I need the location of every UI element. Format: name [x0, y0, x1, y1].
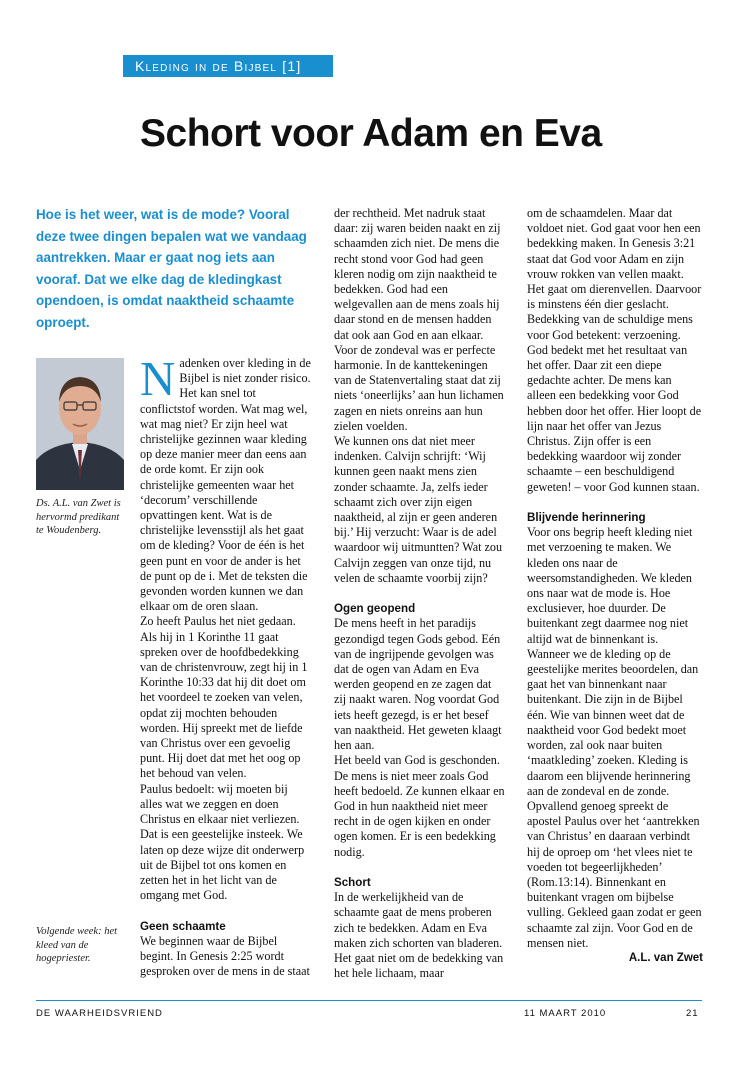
paragraph: om de schaamdelen. Maar dat voldoet niet. God gaat voor hen een bedekking maken. In Genesis 3:21 staat dat God voor Adam en zijn vrouw rokken van vellen maakt. Het gaat om dierenvellen. Daarvoor is minstens één dier geslacht. — [527, 206, 702, 312]
paragraph: De mens heeft in het paradijs gezondigd tegen Gods gebod. Eén van de ingrijpende gevolgen was dat de ogen van Adam en Eva werden geopend en ze zagen dat zij naakt waren. Nog voordat God iets heeft gezegd, is er het besef van naaktheid. Het geweten klaagt hen aan. — [334, 616, 502, 753]
author-signature: A.L. van Zwet — [628, 951, 703, 964]
author-photo — [36, 358, 124, 490]
paragraph: In de werkelijkheid van de schaamte gaat de mens proberen zich te bedekken. Adam en Eva maken zich schorten van bladeren. Het gaat niet om de bedekking van het hele lichaam, maar — [334, 890, 504, 981]
next-week-note: Volgende week: het kleed van de hogepriester. — [36, 926, 118, 964]
article-column-1 — [140, 351, 312, 979]
paragraph: Voor ons begrip heeft kleding niet met verzoening te maken. We kleden ons naar de weersomstandigheden. We kleden ons naar wat de mode is. Hoe exclusiever, hoe duurder. De buitenkant zegt daarmee nog niet altijd wat de binnenkant is. — [527, 525, 693, 646]
article-column-2 — [334, 206, 506, 981]
publication-name: DE WAARHEIDSVRIEND — [36, 1008, 163, 1019]
paragraph: der rechtheid. Met nadruk staat daar: zij waren beiden naakt en zij schaamden zich niet. De mens die recht stond voor God had geen kleren nodig om zijn naaktheid te bedekken. God had een welgevallen aan de mens zoals hij daar stond en de mensen hadden dat ook aan God en aan elkaar. Voor de zondeval was er perfecte harmonie. In de kanttekeningen van de Statenvertaling staat dat zij niets ‘oneerlijks’ aan hun lichamen zagen en niets onreins aan hun zielen voelden. — [334, 206, 504, 433]
series-tag: Kleding in de Bijbel [1] — [123, 55, 333, 77]
section-heading: Schort — [334, 875, 371, 889]
page-number: 21 — [686, 1008, 699, 1019]
issue-date: 11 MAART 2010 — [524, 1008, 607, 1019]
paragraph: We kunnen ons dat niet meer indenken. Calvijn schrijft: ‘Wij kunnen geen naakt mens zien zonder schaamte. Ja, zelfs ieder schaamt zich over zijn eigen naaktheid, al zijn er geen anderen bij.’ Hij verzucht: Waar is de adel waardoor wij uitmuntten? Wat zou Calvijn zeggen van onze tijd, nu velen de schaamte voorbij zijn? — [334, 434, 503, 585]
article-intro: Hoe is het weer, wat is de mode? Vooral deze twee dingen bepalen wat we vandaag aantrekken. Maar er gaat nog iets aan vooraf. Dat we elke dag de kledingkast opendoen, is omdat naaktheid schaamte oproept. — [36, 207, 307, 330]
paragraph: Bedekking van de schuldige mens voor God betekent: verzoening. God bedekt met het resultaat van het offer. Daar zit een diepe gedachte achter. De mens kan alleen een bedekking voor God hebben door het offer. Hier loopt de lijn naar het offer van Jezus Christus. Zijn offer is een bedekking waardoor wij zonder schaamte – een beschuldigend geweten! – voor God kunnen staan. — [527, 312, 702, 494]
paragraph: adenken over kleding in de Bijbel is niet zonder risico. Het kan snel tot conflictstof worden. Wat mag wel, wat mag niet? Er zijn heel wat christelijke gezinnen waar kleding op deze manier meer dan eens aan de orde komt. Er zijn ook christelijke gemeenten waar het ‘decorum’ verschillende opvattingen kent. Wat is de christelijke levensstijl als het gaat om de kleding? Voor de één is het geen punt en voor de ander is het de punt op de i. Met de teksten die gevonden worden kunnen we dan elkaar om de oren slaan. — [140, 356, 311, 614]
paragraph: Wanneer we de kleding op de geestelijke merites beoordelen, dan gaat het van binnenkant naar buitenkant. Die zijn in de Bijbel één. Wie van binnen weet dat de naaktheid voor God bedekt moet worden, zal ook naar buiten ‘maatkleding’ zoeken. Kleding is daarom een blijvende herinnering aan de zondeval en de zonde. Opvallend genoeg spreekt de apostel Paulus over het ‘aantrekken van Christus’ en daaraan verbindt hij de oproep om ‘het vlees niet te voeden tot begeerlijkheden’ (Rom.13:14). Binnenkant en buitenkant vragen om bijbelse vulling. Gekleed gaan zodat er geen schaamte zal zijn. Voor God en de mensen niet. — [527, 646, 702, 950]
paragraph: We beginnen waar de Bijbel begint. In Genesis 2:25 wordt gesproken over de mens in de staat — [140, 933, 310, 979]
author-caption: Ds. A.L. van Zwet is hervormd predikant te Woudenberg. — [36, 498, 121, 536]
paragraph: Zo heeft Paulus het niet gedaan. Als hij in 1 Korinthe 11 gaat spreken over de hoofdbedekking van de christenvrouw, zegt hij in 1 Korinthe 10:33 dat hij dit doet om het voordeel te zoeken van velen, opdat zij mochten behouden worden. Hij spreekt met de liefde van Christus over een gevoelig punt. Hij doet dat met het oog op het behoud van velen. — [140, 614, 308, 781]
paragraph: Het beeld van God is geschonden. De mens is niet meer zoals God heeft bedoeld. Ze kunnen elkaar en God in hun naaktheid niet meer recht in de ogen kijken en onder ogen komen. Er is een bedekking nodig. — [334, 753, 505, 859]
section-heading: Blijvende herinnering — [527, 511, 646, 525]
footer-divider — [36, 1000, 702, 1001]
paragraph: Paulus bedoelt: wij moeten bij alles wat we zeggen en doen Christus en elkaar niet verliezen. Dat is een geestelijke insteek. We laten op deze wijze dit onderwerp uit de Bijbel tot ons komen en zetten het in het licht van de omgang met God. — [140, 781, 305, 903]
article-column-3 — [527, 206, 703, 966]
drop-cap: N — [140, 351, 176, 406]
section-heading: Geen schaamte — [140, 919, 226, 933]
section-heading: Ogen geopend — [334, 602, 416, 616]
article-title: Schort voor Adam en Eva — [140, 112, 602, 155]
